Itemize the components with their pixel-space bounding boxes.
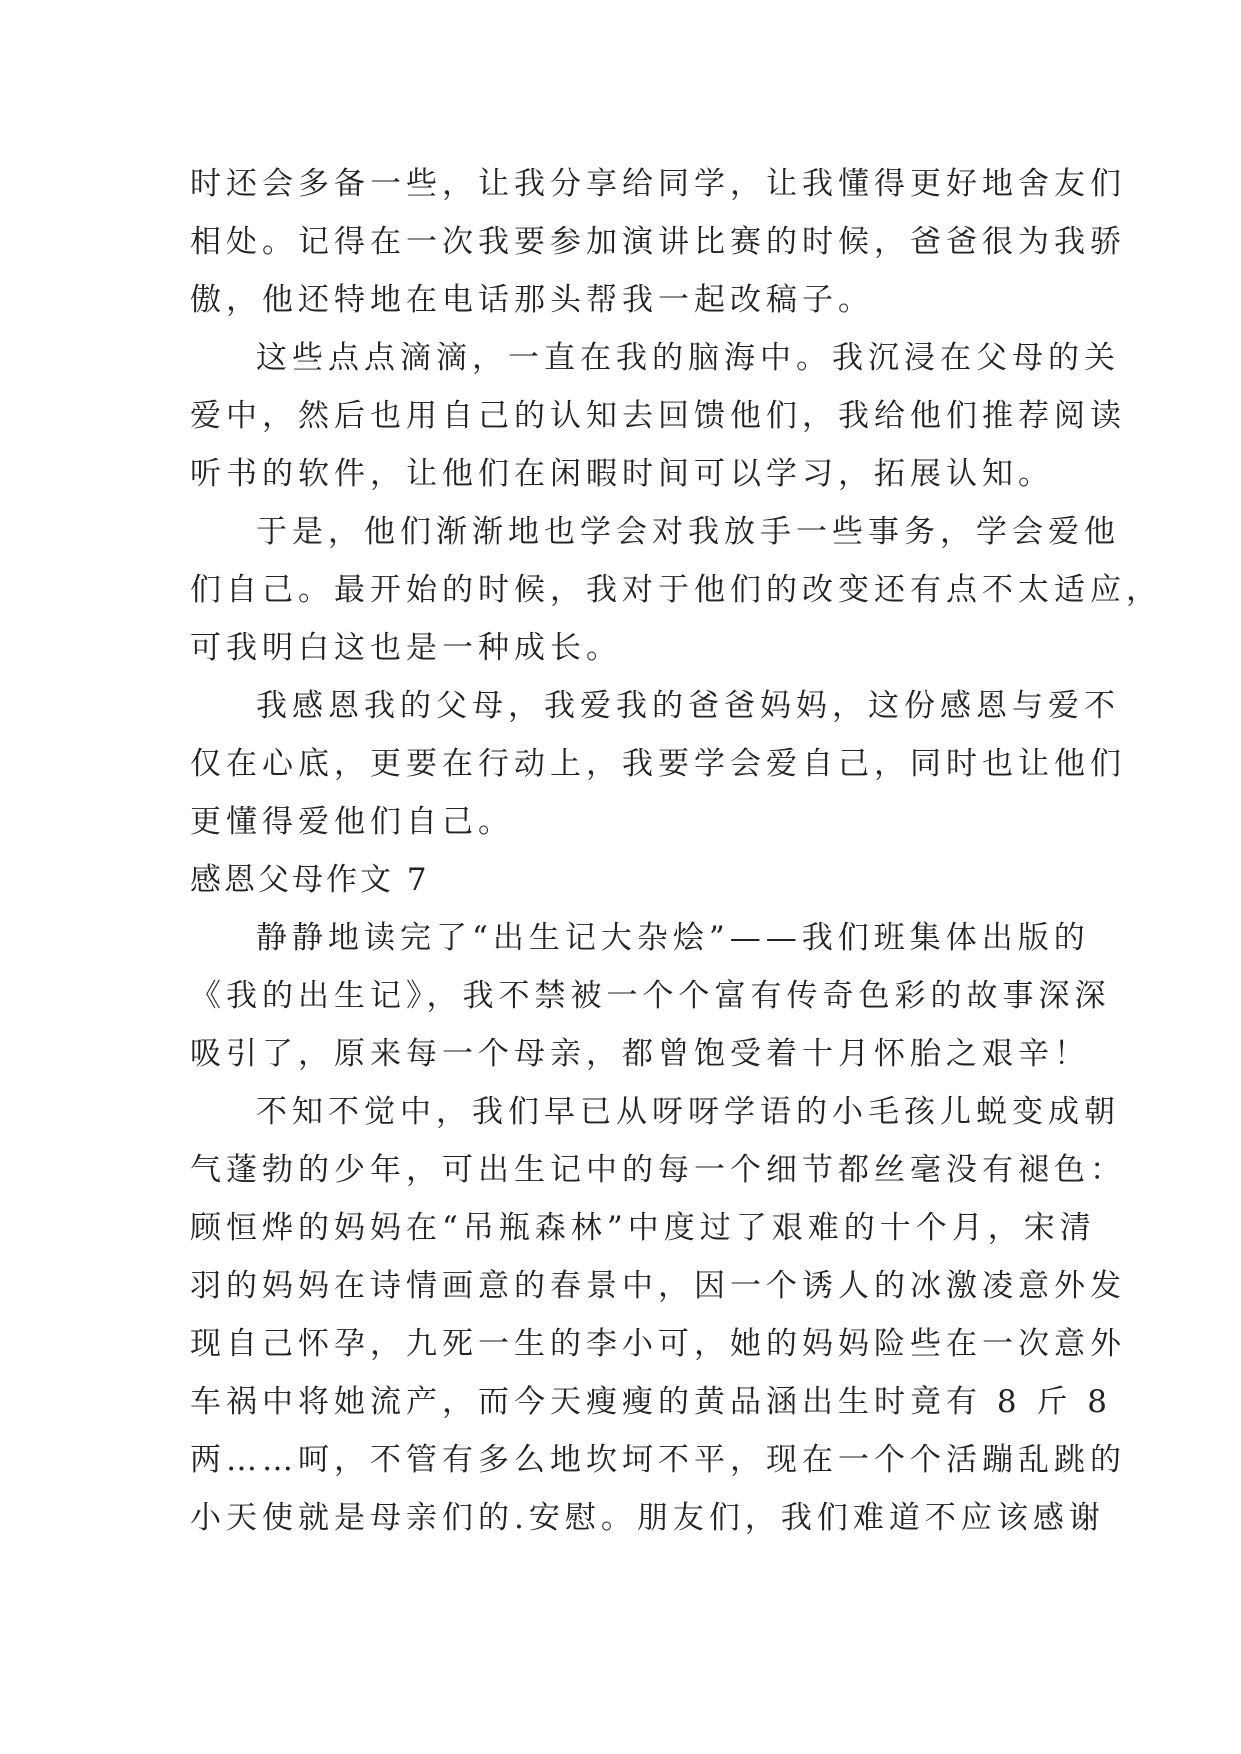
text-line: 我感恩我的父母，我爱我的爸爸妈妈，这份感恩与爱不 <box>256 688 1120 724</box>
text-line: 不知不觉中，我们早已从呀呀学语的小毛孩儿蜕变成朝 <box>256 1094 1120 1130</box>
paragraph <box>190 677 1126 851</box>
text-line: 可我明白这也是一种成长。 <box>190 630 622 666</box>
text-line: 气蓬勃的少年，可出生记中的每一个细节都丝毫没有褪色： <box>190 1152 1126 1188</box>
text-line: 更懂得爱他们自己。 <box>190 804 514 840</box>
text-line: 听书的软件，让他们在闲暇时间可以学习，拓展认知。 <box>190 456 1054 492</box>
text-line: 相处。记得在一次我要参加演讲比赛的时候，爸爸很为我骄 <box>190 224 1126 260</box>
text-line: 小天使就是母亲们的.安慰。朋友们，我们难道不应该感谢 <box>190 1500 1105 1536</box>
text-line: 吸引了，原来每一个母亲，都曾饱受着十月怀胎之艰辛！ <box>190 1036 1090 1072</box>
text-line: 两……呵，不管有多么地坎坷不平，现在一个个活蹦乱跳的 <box>190 1442 1126 1478</box>
text-line: 羽的妈妈在诗情画意的春景中，因一个诱人的冰激凌意外发 <box>190 1268 1126 1304</box>
text-line: 爱中，然后也用自己的认知去回馈他们，我给他们推荐阅读 <box>190 398 1126 434</box>
text-line: 顾恒烨的妈妈在“吊瓶森林”中度过了艰难的十个月，宋清 <box>190 1210 1096 1246</box>
text-line: 这些点点滴滴，一直在我的脑海中。我沉浸在父母的关 <box>256 340 1120 376</box>
text-line: 静静地读完了“出生记大杂烩”——我们班集体出版的 <box>256 920 1090 956</box>
document-body <box>190 155 1162 1547</box>
text-line: 《我的出生记》，我不禁被一个个富有传奇色彩的故事深深 <box>190 978 1111 1014</box>
paragraph <box>190 909 1111 1083</box>
text-line: 时还会多备一些，让我分享给同学，让我懂得更好地舍友们 <box>190 166 1126 202</box>
paragraph <box>190 329 1126 503</box>
text-line: 们自己。最开始的时候，我对于他们的改变还有点不太适应， <box>190 572 1162 608</box>
text-line: 车祸中将她流产，而今天瘦瘦的黄品涵出生时竟有 8 斤 8 <box>190 1384 1113 1420</box>
text-line: 仅在心底，更要在行动上，我要学会爱自己，同时也让他们 <box>190 746 1126 782</box>
text-block-continuation <box>190 155 1126 329</box>
paragraph <box>190 503 1162 677</box>
paragraph <box>190 1083 1126 1547</box>
text-line: 于是，他们渐渐地也学会对我放手一些事务，学会爱他 <box>256 514 1120 550</box>
section-heading <box>190 851 1070 909</box>
text-line: 傲，他还特地在电话那头帮我一起改稿子。 <box>190 282 874 318</box>
text-line: 现自己怀孕，九死一生的李小可，她的妈妈险些在一次意外 <box>190 1326 1126 1362</box>
heading-line: 感恩父母作文 7 <box>190 862 430 898</box>
